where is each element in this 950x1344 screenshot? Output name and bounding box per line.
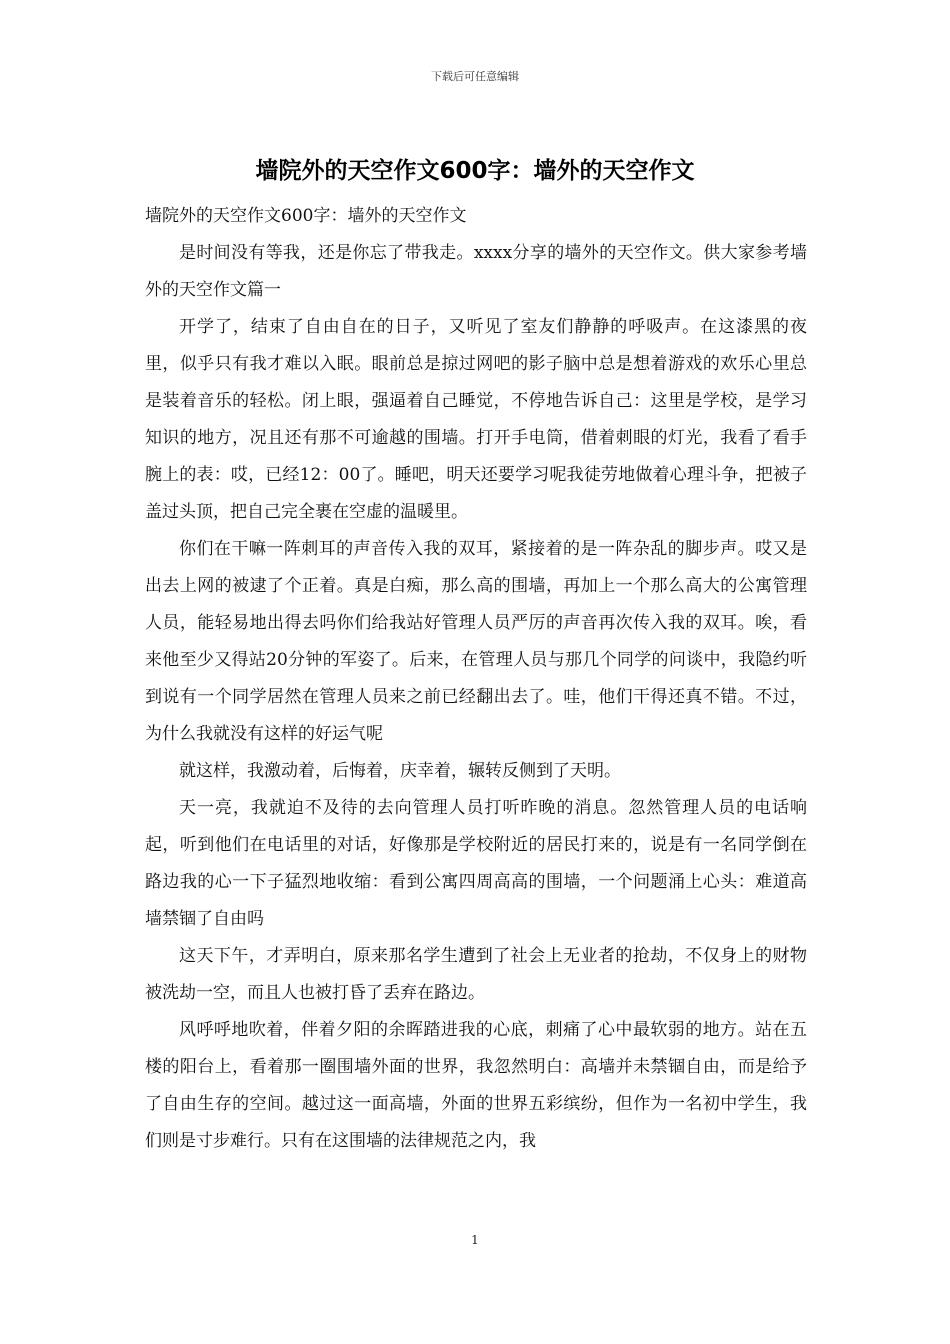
paragraph: 就这样，我激动着，后悔着，庆幸着，辗转反侧到了天明。: [179, 761, 621, 781]
paragraph: 开学了，结束了自由自在的日子，又听见了室友们静静的呼吸声。在这漆黑的夜里，似乎只有我才难以入眠。眼前总是掠过网吧的影子脑中总是想着游戏的欢乐心里总是装着音乐的轻松。闭上眼，强逼着自己睡觉，不停地告诉自己：这里是学校，是学习知识的地方，况且还有那不可逾越的围墙。打开手电筒，借着刺眼的灯光，我看了看手腕上的表：哎，已经12：00了。睡吧，明天还要学习呢我徒劳地做着心理斗争，把被子盖过头顶，把自己完全裹在空虚的温暖里。: [145, 317, 807, 522]
document-title: 墙院外的天空作文600字：墙外的天空作文: [255, 158, 695, 184]
subtitle-line: 墙院外的天空作文600字：墙外的天空作文: [145, 206, 467, 226]
paragraph: 风呼呼地吹着，伴着夕阳的余晖踏进我的心底，刺痛了心中最软弱的地方。站在五楼的阳台上，看着那一圈围墙外面的世界，我忽然明白：高墙并未禁锢自由，而是给予了自由生存的空间。越过这一面高墙，外面的世界五彩缤纷，但作为一名初中学生，我们则是寸步难行。只有在这围墙的法律规范之内，我: [145, 1020, 807, 1151]
document-body: [145, 198, 807, 1160]
paragraph: 是时间没有等我，还是你忘了带我走。xxxx分享的墙外的天空作文。供大家参考墙外的天空作文篇一: [145, 243, 807, 300]
header-note: 下载后可任意编辑: [431, 70, 519, 83]
page-number: 1: [471, 1233, 479, 1247]
paragraph: 这天下午，才弄明白，原来那名学生遭到了社会上无业者的抢劫，不仅身上的财物被洗劫一空，而且人也被打昏了丢弃在路边。: [145, 946, 807, 1003]
paragraph: 天一亮，我就迫不及待的去向管理人员打听昨晚的消息。忽然管理人员的电话响起，听到他们在电话里的对话，好像那是学校附近的居民打来的，说是有一名同学倒在路边我的心一下子猛烈地收缩：看到公寓四周高高的围墙，一个问题涌上心头：难道高墙禁锢了自由吗: [145, 798, 807, 929]
paragraph: 你们在干嘛一阵刺耳的声音传入我的双耳，紧接着的是一阵杂乱的脚步声。哎又是出去上网的被逮了个正着。真是白痴，那么高的围墙，再加上一个那么高大的公寓管理人员，能轻易地出得去吗你们给我站好管理人员严厉的声音再次传入我的双耳。唉，看来他至少又得站20分钟的军姿了。后来，在管理人员与那几个同学的问谈中，我隐约听到说有一个同学居然在管理人员来之前已经翻出去了。哇，他们干得还真不错。不过，为什么我就没有这样的好运气呢: [145, 539, 807, 744]
